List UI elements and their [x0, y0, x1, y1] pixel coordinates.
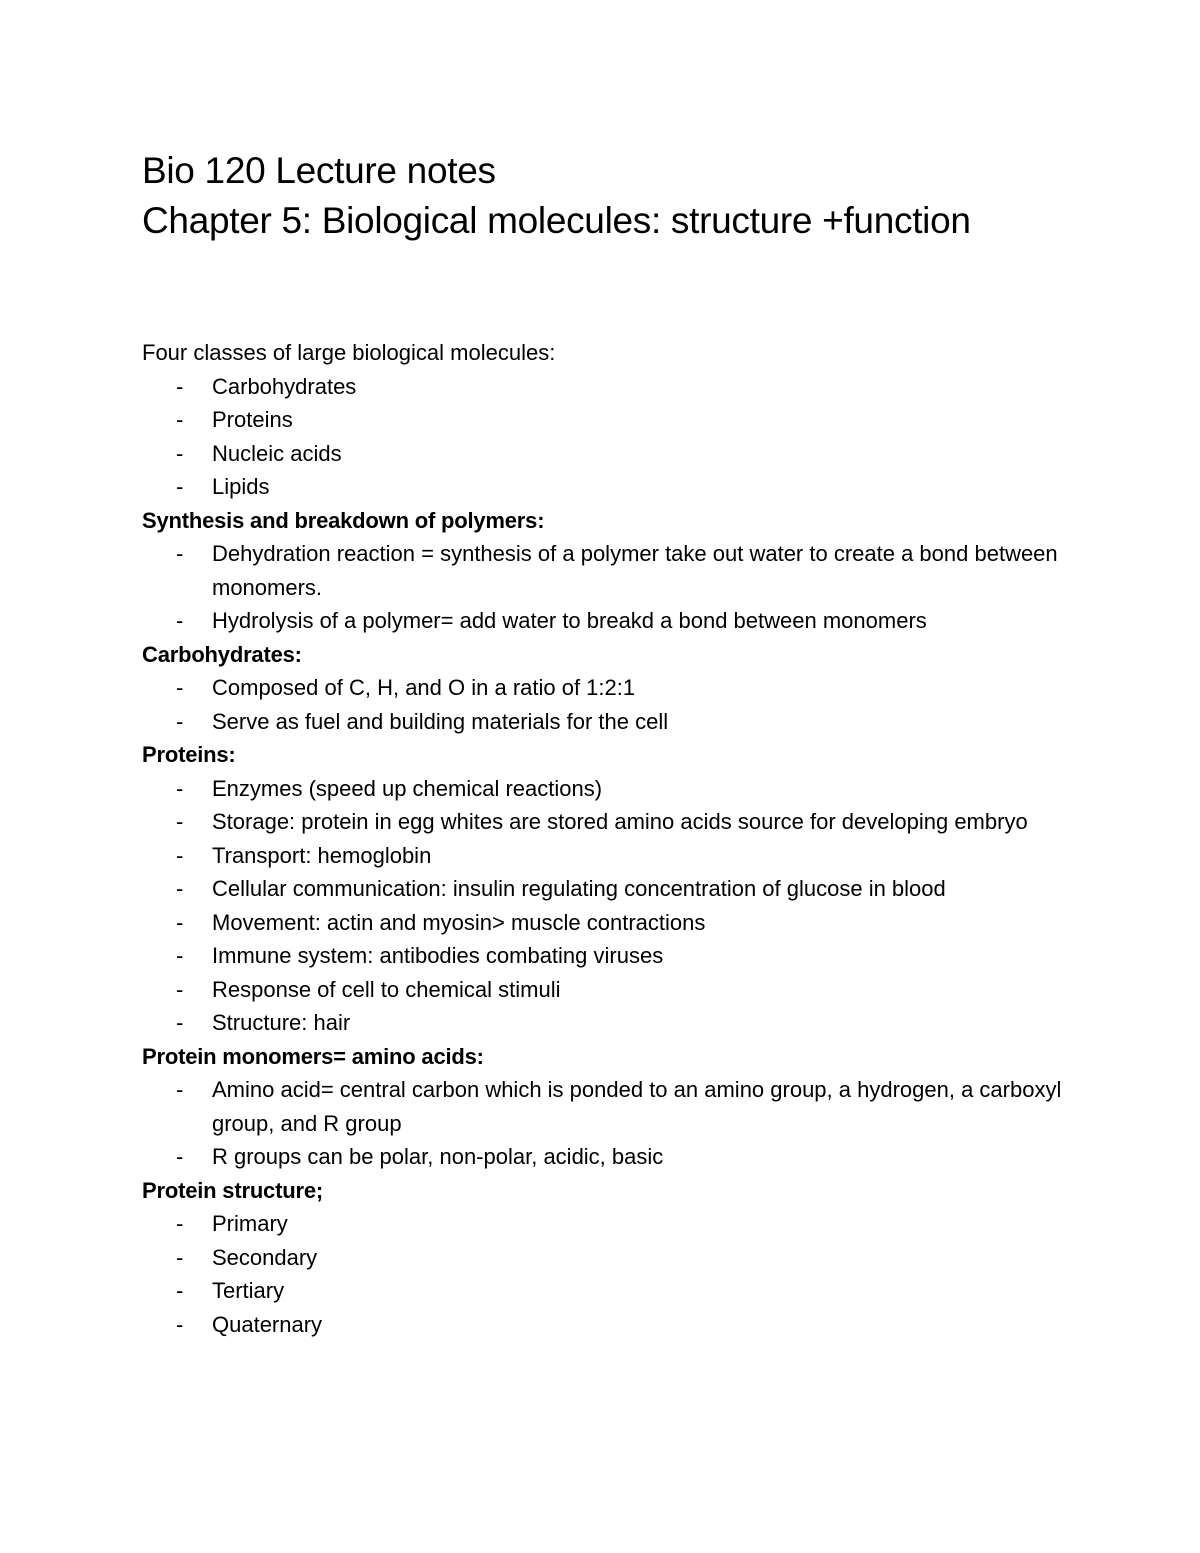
list-item-text: R groups can be polar, non-polar, acidic, basic: [212, 1144, 664, 1169]
list-item-text: Response of cell to chemical stimuli: [212, 976, 561, 1002]
list-item-text: Composed of C, H, and O in a ratio of 1:2:1: [212, 675, 636, 700]
bullet-dash: -: [176, 1311, 184, 1337]
list-item: [142, 1308, 1102, 1342]
list-item-text: Movement: actin and myosin> muscle contractions: [212, 909, 706, 935]
section-list: [142, 671, 1102, 738]
bullet-dash: -: [176, 541, 184, 566]
intro-text: Four classes of large biological molecules:: [142, 340, 556, 365]
section-heading: Synthesis and breakdown of polymers:: [142, 507, 545, 533]
list-item: [142, 403, 1102, 437]
bullet-dash: -: [176, 407, 184, 432]
list-item-text: Secondary: [212, 1244, 318, 1270]
section-list: [142, 1207, 1102, 1341]
bullet-dash: -: [176, 976, 184, 1002]
list-item-text: Lipids: [212, 474, 270, 499]
chapter-title: Chapter 5: Biological molecules: structure +function: [142, 200, 971, 241]
list-item: [142, 705, 1102, 739]
section-heading: Proteins:: [142, 742, 236, 767]
bullet-dash: -: [176, 909, 184, 935]
list-item-text: Storage: protein in egg whites are stored amino acids source for developing embryo: [212, 809, 1028, 834]
list-item-text: Dehydration reaction = synthesis of a polymer take out water to create a bond between monomers.: [212, 541, 1058, 600]
list-item: [142, 906, 1102, 940]
list-item: [142, 604, 1102, 638]
list-item: [142, 1140, 1102, 1174]
list-item: [142, 470, 1102, 504]
list-item: [142, 973, 1102, 1007]
bullet-dash: -: [176, 842, 184, 868]
list-item-text: Serve as fuel and building materials for the cell: [212, 708, 669, 734]
list-item-text: Immune system: antibodies combating viruses: [212, 943, 664, 968]
bullet-dash: -: [176, 809, 184, 834]
list-item: [142, 370, 1102, 404]
bullet-dash: -: [176, 474, 184, 499]
bullet-dash: -: [176, 1244, 184, 1270]
list-item-text: Enzymes (speed up chemical reactions): [212, 775, 603, 801]
section-list: [142, 1073, 1102, 1174]
section-list: [142, 772, 1102, 1040]
bullet-dash: -: [176, 876, 184, 901]
bullet-dash: -: [176, 675, 184, 700]
list-item: [142, 1274, 1102, 1308]
list-item: [142, 1241, 1102, 1275]
list-item-text: Transport: hemoglobin: [212, 842, 432, 868]
list-item-text: Cellular communication: insulin regulating concentration of glucose in blood: [212, 876, 946, 901]
list-item: [142, 939, 1102, 973]
bullet-dash: -: [176, 373, 184, 399]
list-item-text: Amino acid= central carbon which is ponded to an amino group, a hydrogen, a carboxyl group, and R group: [212, 1077, 1062, 1136]
bullet-dash: -: [176, 1278, 184, 1303]
list-item: [142, 671, 1102, 705]
section-heading: Protein monomers= amino acids:: [142, 1043, 484, 1069]
list-item-text: Nucleic acids: [212, 440, 342, 466]
section-heading: Protein structure;: [142, 1177, 323, 1203]
intro-list: [142, 370, 1102, 504]
bullet-dash: -: [176, 775, 184, 801]
section-heading: Carbohydrates:: [142, 641, 302, 667]
list-item-text: Proteins: [212, 407, 293, 432]
list-item: [142, 805, 1072, 839]
document-page: [142, 146, 1102, 1341]
bullet-dash: -: [176, 1211, 184, 1236]
bullet-dash: -: [176, 708, 184, 734]
list-item-text: Carbohydrates: [212, 373, 357, 399]
list-item: [142, 1006, 1102, 1040]
list-item-text: Primary: [212, 1211, 288, 1236]
bullet-dash: -: [176, 1010, 184, 1035]
section-list: [142, 537, 1102, 638]
list-item-text: Hydrolysis of a polymer= add water to breakd a bond between monomers: [212, 608, 927, 633]
bullet-dash: -: [176, 608, 184, 633]
bullet-dash: -: [176, 1077, 184, 1102]
list-item-text: Tertiary: [212, 1278, 285, 1303]
list-item: [142, 839, 1102, 873]
list-item-text: Structure: hair: [212, 1010, 351, 1035]
bullet-dash: -: [176, 440, 184, 466]
list-item-text: Quaternary: [212, 1311, 323, 1337]
list-item: [142, 872, 1072, 906]
document-title: Bio 120 Lecture notes: [142, 150, 496, 191]
list-item: [142, 1073, 1072, 1140]
bullet-dash: -: [176, 943, 184, 968]
list-item: [142, 537, 1072, 604]
list-item: [142, 437, 1102, 471]
list-item: [142, 772, 1102, 806]
bullet-dash: -: [176, 1144, 184, 1169]
list-item: [142, 1207, 1102, 1241]
